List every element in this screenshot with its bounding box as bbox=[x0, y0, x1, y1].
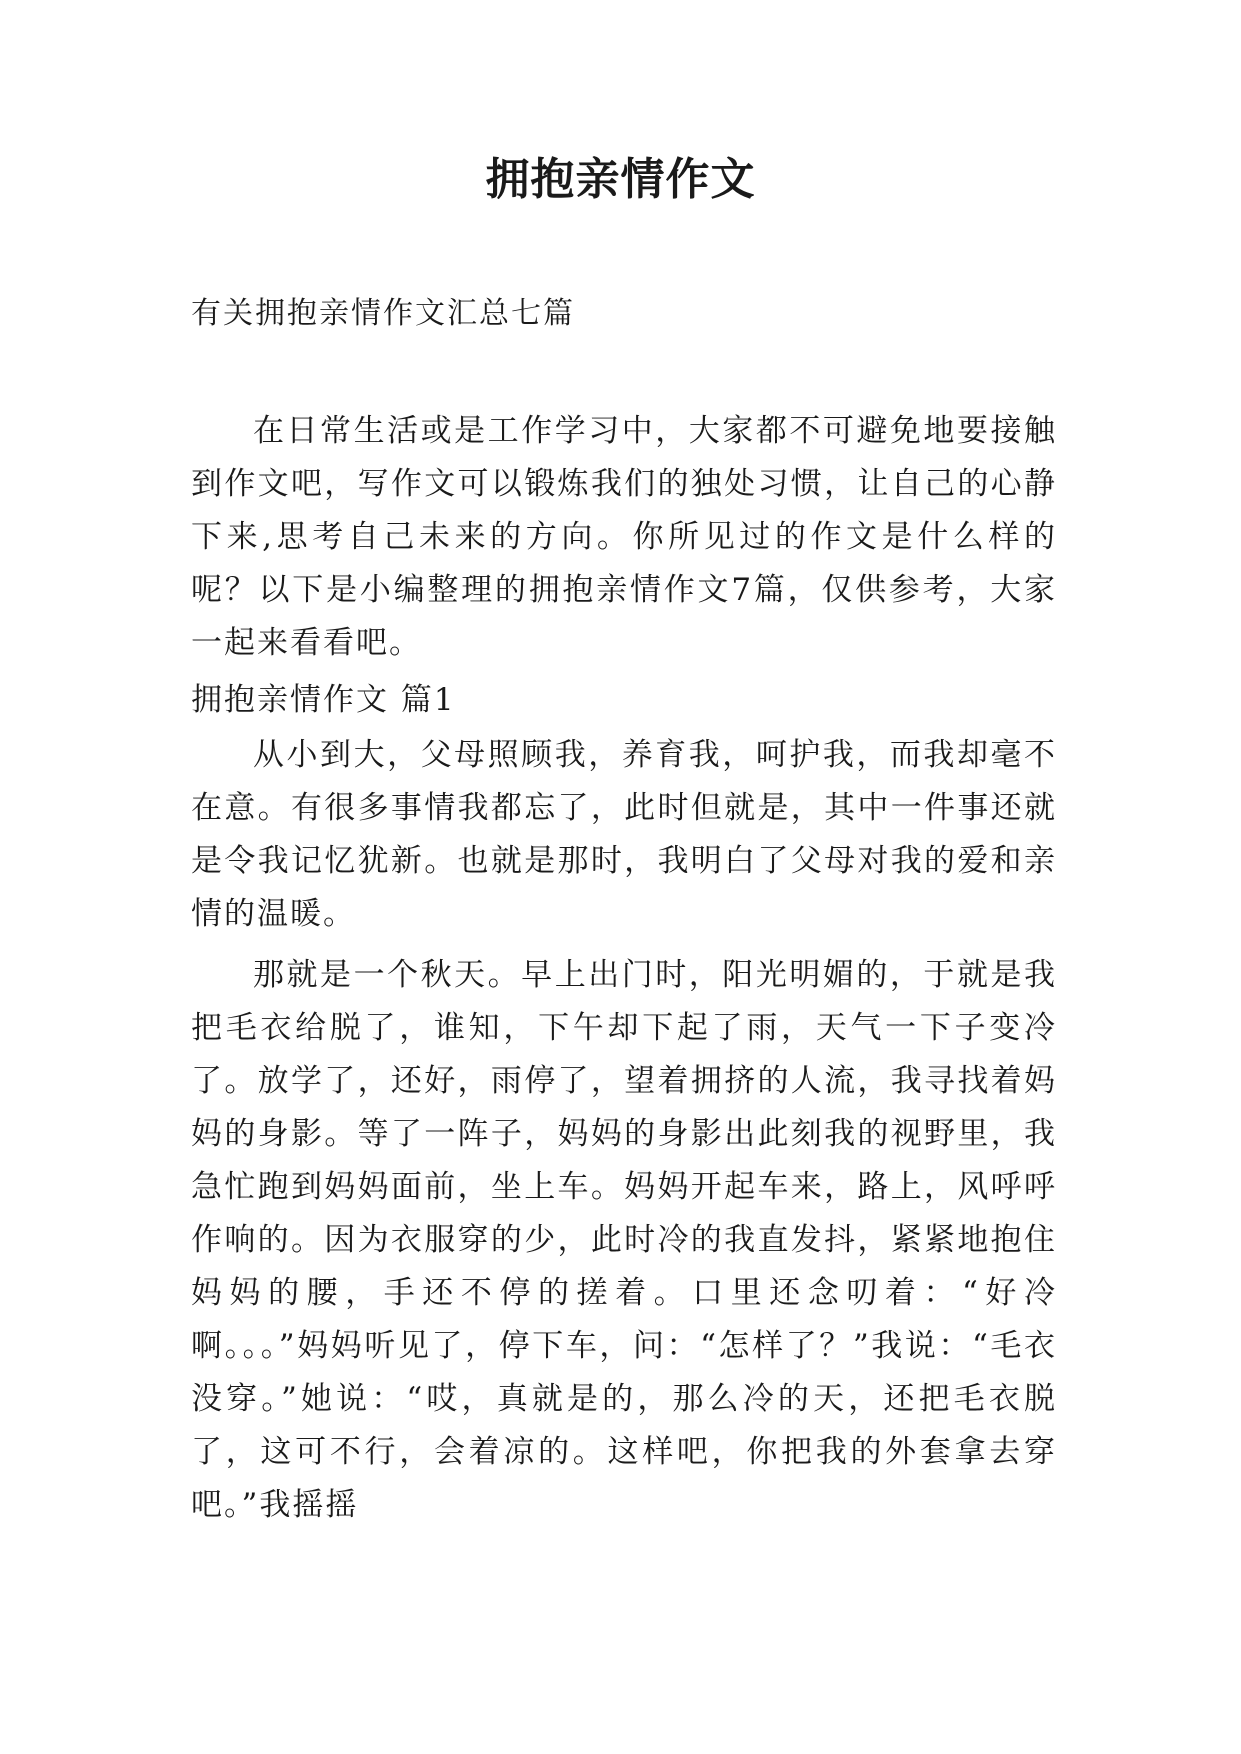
document-body bbox=[191, 405, 1057, 1532]
document-title: 拥抱亲情作文 bbox=[485, 154, 756, 205]
intro-paragraph: 在日常生活或是工作学习中，大家都不可避免地要接触到作文吧，写作文可以锻炼我们的独处习惯，让自己的心静下来,思考自己未来的方向。你所见过的作文是什么样的呢？以下是小编整理的拥抱亲情作文7篇，仅供参考，大家一起来看看吧。 bbox=[191, 413, 1057, 661]
body-paragraph: 那就是一个秋天。早上出门时，阳光明媚的，于就是我把毛衣给脱了，谁知，下午却下起了雨，天气一下子变冷了。放学了，还好，雨停了，望着拥挤的人流，我寻找着妈妈的身影。等了一阵子，妈妈的身影出此刻我的视野里，我急忙跑到妈妈面前，坐上车。妈妈开起车来，路上，风呼呼作响的。因为衣服穿的少，此时冷的我直发抖，紧紧地抱住妈妈的腰，手还不停的搓着。口里还念叨着：“好冷啊。。。”妈妈听见了，停下车，问：“怎样了？”我说：“毛衣没穿。”她说：“哎，真就是的，那么冷的天，还把毛衣脱了，这可不行，会着凉的。这样吧，你把我的外套拿去穿吧。”我摇摇 bbox=[191, 957, 1057, 1523]
document-subtitle: 有关拥抱亲情作文汇总七篇 bbox=[191, 296, 575, 331]
body-paragraph: 从小到大，父母照顾我，养育我，呵护我，而我却毫不在意。有很多事情我都忘了，此时但就是，其中一件事还就是令我记忆犹新。也就是那时，我明白了父母对我的爱和亲情的温暖。 bbox=[191, 737, 1057, 932]
section-heading: 拥抱亲情作文 篇1 bbox=[191, 682, 456, 718]
